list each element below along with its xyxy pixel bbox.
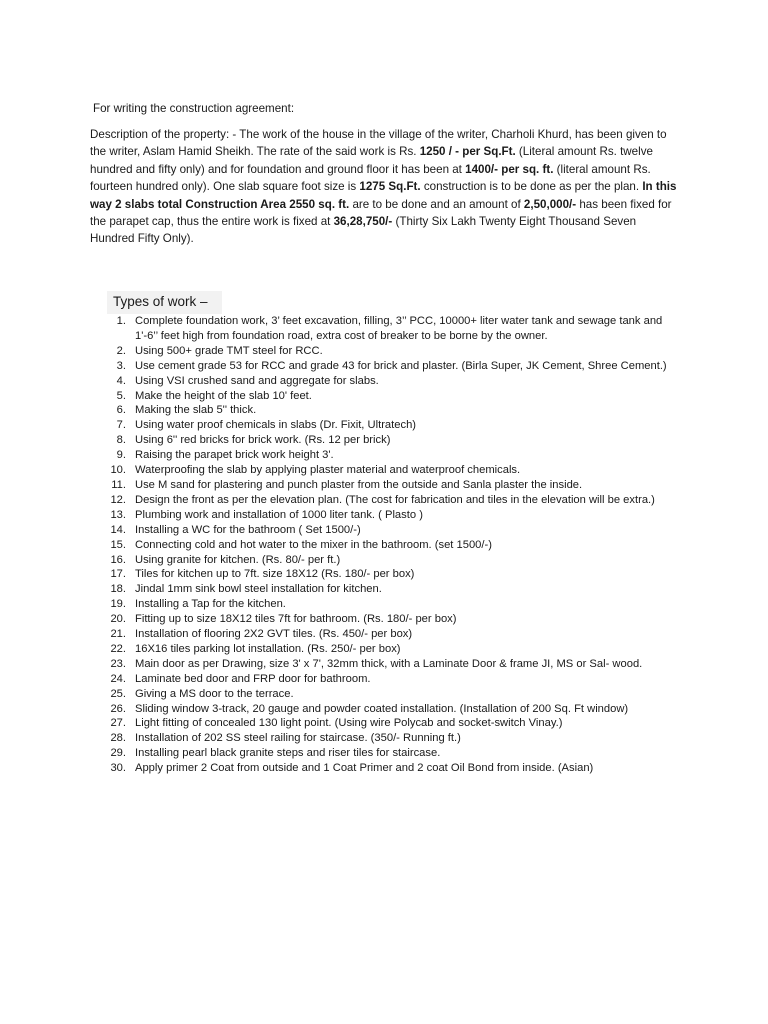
- work-item-number: 20.: [110, 613, 126, 626]
- work-item-number: 5.: [116, 389, 126, 402]
- work-item-text: Using VSI crushed sand and aggregate for slabs.: [135, 374, 379, 387]
- work-item-number: 29.: [110, 747, 126, 760]
- work-item: [106, 731, 686, 746]
- description-bold-run: 2,50,000/-: [523, 197, 577, 211]
- work-item: [106, 746, 686, 761]
- work-item: [106, 344, 686, 359]
- work-item: [106, 597, 686, 612]
- work-item: [106, 538, 686, 553]
- work-item-text: Installing pearl black granite steps and riser tiles for staircase.: [135, 747, 441, 760]
- work-item-text: Light fitting of concealed 130 light point. (Using wire Polycab and socket-switch Vinay.): [135, 717, 563, 730]
- work-item-number: 30.: [110, 762, 126, 775]
- work-item-number: 12.: [110, 493, 126, 506]
- work-item-text: Using granite for kitchen. (Rs. 80/- per ft.): [135, 553, 341, 566]
- work-item-number: 8.: [116, 434, 126, 447]
- work-item-number: 16.: [110, 553, 126, 566]
- work-item: [106, 612, 686, 627]
- work-item: [106, 627, 686, 642]
- work-item: [106, 702, 686, 717]
- types-of-work-heading: Types of work –: [107, 291, 222, 314]
- work-item: [106, 314, 686, 344]
- work-item: [106, 761, 686, 776]
- work-item-number: 6.: [116, 404, 126, 417]
- work-item-number: 13.: [110, 508, 126, 521]
- work-item-number: 22.: [110, 642, 126, 655]
- work-item-text: Using 500+ grade TMT steel for RCC.: [135, 344, 323, 357]
- work-item-text: Raising the parapet brick work height 3'.: [135, 449, 334, 462]
- work-item-text: Apply primer 2 Coat from outside and 1 Coat Primer and 2 coat Oil Bond from inside. (Asian): [135, 762, 594, 775]
- work-item: [106, 687, 686, 702]
- work-item-number: 27.: [110, 717, 126, 730]
- work-item-number: 11.: [111, 478, 126, 491]
- work-item: [106, 359, 686, 374]
- property-description: [90, 126, 680, 248]
- work-item: [106, 642, 686, 657]
- work-item-text: Making the slab 5'' thick.: [135, 404, 257, 417]
- work-items-list: [106, 314, 686, 776]
- work-item: [106, 567, 686, 582]
- work-item-text: Laminate bed door and FRP door for bathroom.: [135, 672, 371, 685]
- description-run: construction is to be done as per the plan.: [420, 180, 643, 194]
- work-item-text: Installation of flooring 2X2 GVT tiles. (Rs. 450/- per box): [135, 628, 413, 641]
- description-bold-run: 1275 Sq.Ft.: [359, 180, 421, 194]
- work-item-number: 24.: [110, 672, 126, 685]
- work-item-text: Waterproofing the slab by applying plaster material and waterproof chemicals.: [135, 464, 521, 477]
- work-item-number: 17.: [110, 568, 126, 581]
- work-item: [106, 418, 686, 433]
- work-item-number: 15.: [110, 538, 126, 551]
- work-item: [106, 403, 686, 418]
- work-item: [106, 657, 686, 672]
- work-item-text: Jindal 1mm sink bowl steel installation for kitchen.: [135, 583, 382, 596]
- work-item-number: 1.: [116, 315, 126, 327]
- work-item: [106, 582, 686, 597]
- work-item: [106, 389, 686, 404]
- work-item-text: Sliding window 3-track, 20 gauge and powder coated installation. (Installation of 200 Sq. Ft window): [135, 702, 629, 715]
- description-run: has been fixed for the parapet cap, thus the entire work is fixed at: [90, 197, 672, 229]
- work-item: [106, 716, 686, 731]
- description-bold-run: 1400/- per sq. ft.: [465, 162, 554, 176]
- work-item-number: 28.: [110, 732, 126, 745]
- work-item-number: 25.: [110, 687, 126, 700]
- work-item-text: Use cement grade 53 for RCC and grade 43 for brick and plaster. (Birla Super, JK Cement, Shree Cement.): [135, 359, 667, 372]
- work-item-text: Fitting up to size 18X12 tiles 7ft for bathroom. (Rs. 180/- per box): [135, 613, 457, 626]
- work-item-text: Using 6'' red bricks for brick work. (Rs. 12 per brick): [135, 434, 391, 447]
- work-item-text: Installing a Tap for the kitchen.: [135, 598, 286, 611]
- work-item-number: 26.: [110, 702, 126, 715]
- work-item-text: Giving a MS door to the terrace.: [135, 687, 294, 700]
- work-item-number: 23.: [110, 657, 126, 670]
- work-item-text: Tiles for kitchen up to 7ft. size 18X12 (Rs. 180/- per box): [135, 568, 415, 581]
- work-item-text: Using water proof chemicals in slabs (Dr. Fixit, Ultratech): [135, 419, 417, 432]
- description-run: Description of the property: - The work of the house in the village of the writer, Charholi Khurd, has been given to the writer, Aslam Hamid Sheikh. The rate of the said work is Rs.: [90, 128, 667, 159]
- work-item-text: Installing a WC for the bathroom ( Set 1500/-): [135, 523, 361, 536]
- work-item: [106, 553, 686, 568]
- work-item-text: Use M sand for plastering and punch plaster from the outside and Sanla plaster the inside.: [135, 478, 583, 491]
- work-item: [106, 508, 686, 523]
- work-item-text: Connecting cold and hot water to the mixer in the bathroom. (set 1500/-): [135, 538, 492, 551]
- work-item-text: Complete foundation work, 3’ feet excavation, filling, 3’’ PCC, 10000+ liter water tank and sewage tank and 1'-6’’ feet high from foundation road, extra cost of breaker to be borne by the owner.: [135, 315, 663, 342]
- description-run: (literal amount Rs. fourteen hundred only). One slab square foot size is: [90, 162, 651, 194]
- description-bold-run: In this way 2 slabs total Construction Area 2550 sq. ft.: [90, 180, 677, 211]
- work-item-number: 19.: [110, 598, 126, 611]
- work-item-number: 7.: [116, 419, 126, 432]
- work-item-text: Main door as per Drawing, size 3' x 7', 32mm thick, with a Laminate Door & frame JI, MS or Sal- wood.: [135, 657, 643, 670]
- work-item: [106, 433, 686, 448]
- description-run: are to be done and an amount of: [349, 197, 524, 211]
- work-item: [106, 478, 686, 493]
- work-item-number: 2.: [116, 344, 126, 357]
- description-run: (Literal amount Rs. twelve hundred and fifty only) and for foundation and ground floor it has been at: [90, 145, 653, 176]
- description-bold-run: 1250 / - per Sq.Ft.: [419, 145, 516, 159]
- work-item-number: 3.: [116, 359, 126, 372]
- work-item: [106, 493, 686, 508]
- intro-line: For writing the construction agreement:: [93, 102, 295, 115]
- description-run: (Thirty Six Lakh Twenty Eight Thousand Seven Hundred Fifty Only).: [90, 215, 637, 246]
- work-item-text: Make the height of the slab 10' feet.: [135, 389, 312, 402]
- work-item-number: 4.: [116, 374, 126, 387]
- description-bold-run: 36,28,750/-: [333, 215, 393, 229]
- work-item: [106, 672, 686, 687]
- work-item-text: Installation of 202 SS steel railing for staircase. (350/- Running ft.): [135, 732, 461, 745]
- work-item: [106, 374, 686, 389]
- work-item: [106, 523, 686, 538]
- work-item: [106, 463, 686, 478]
- work-item-text: Plumbing work and installation of 1000 liter tank. ( Plasto ): [135, 508, 423, 521]
- work-item-text: Design the front as per the elevation plan. (The cost for fabrication and tiles in the elevation will be extra.): [135, 493, 655, 506]
- work-item-number: 9.: [116, 449, 126, 462]
- work-item-number: 10.: [110, 464, 126, 477]
- work-item-text: 16X16 tiles parking lot installation. (Rs. 250/- per box): [135, 642, 401, 655]
- work-item-number: 18.: [110, 583, 126, 596]
- work-item: [106, 448, 686, 463]
- work-item-number: 14.: [110, 523, 126, 536]
- work-item-number: 21.: [110, 628, 126, 641]
